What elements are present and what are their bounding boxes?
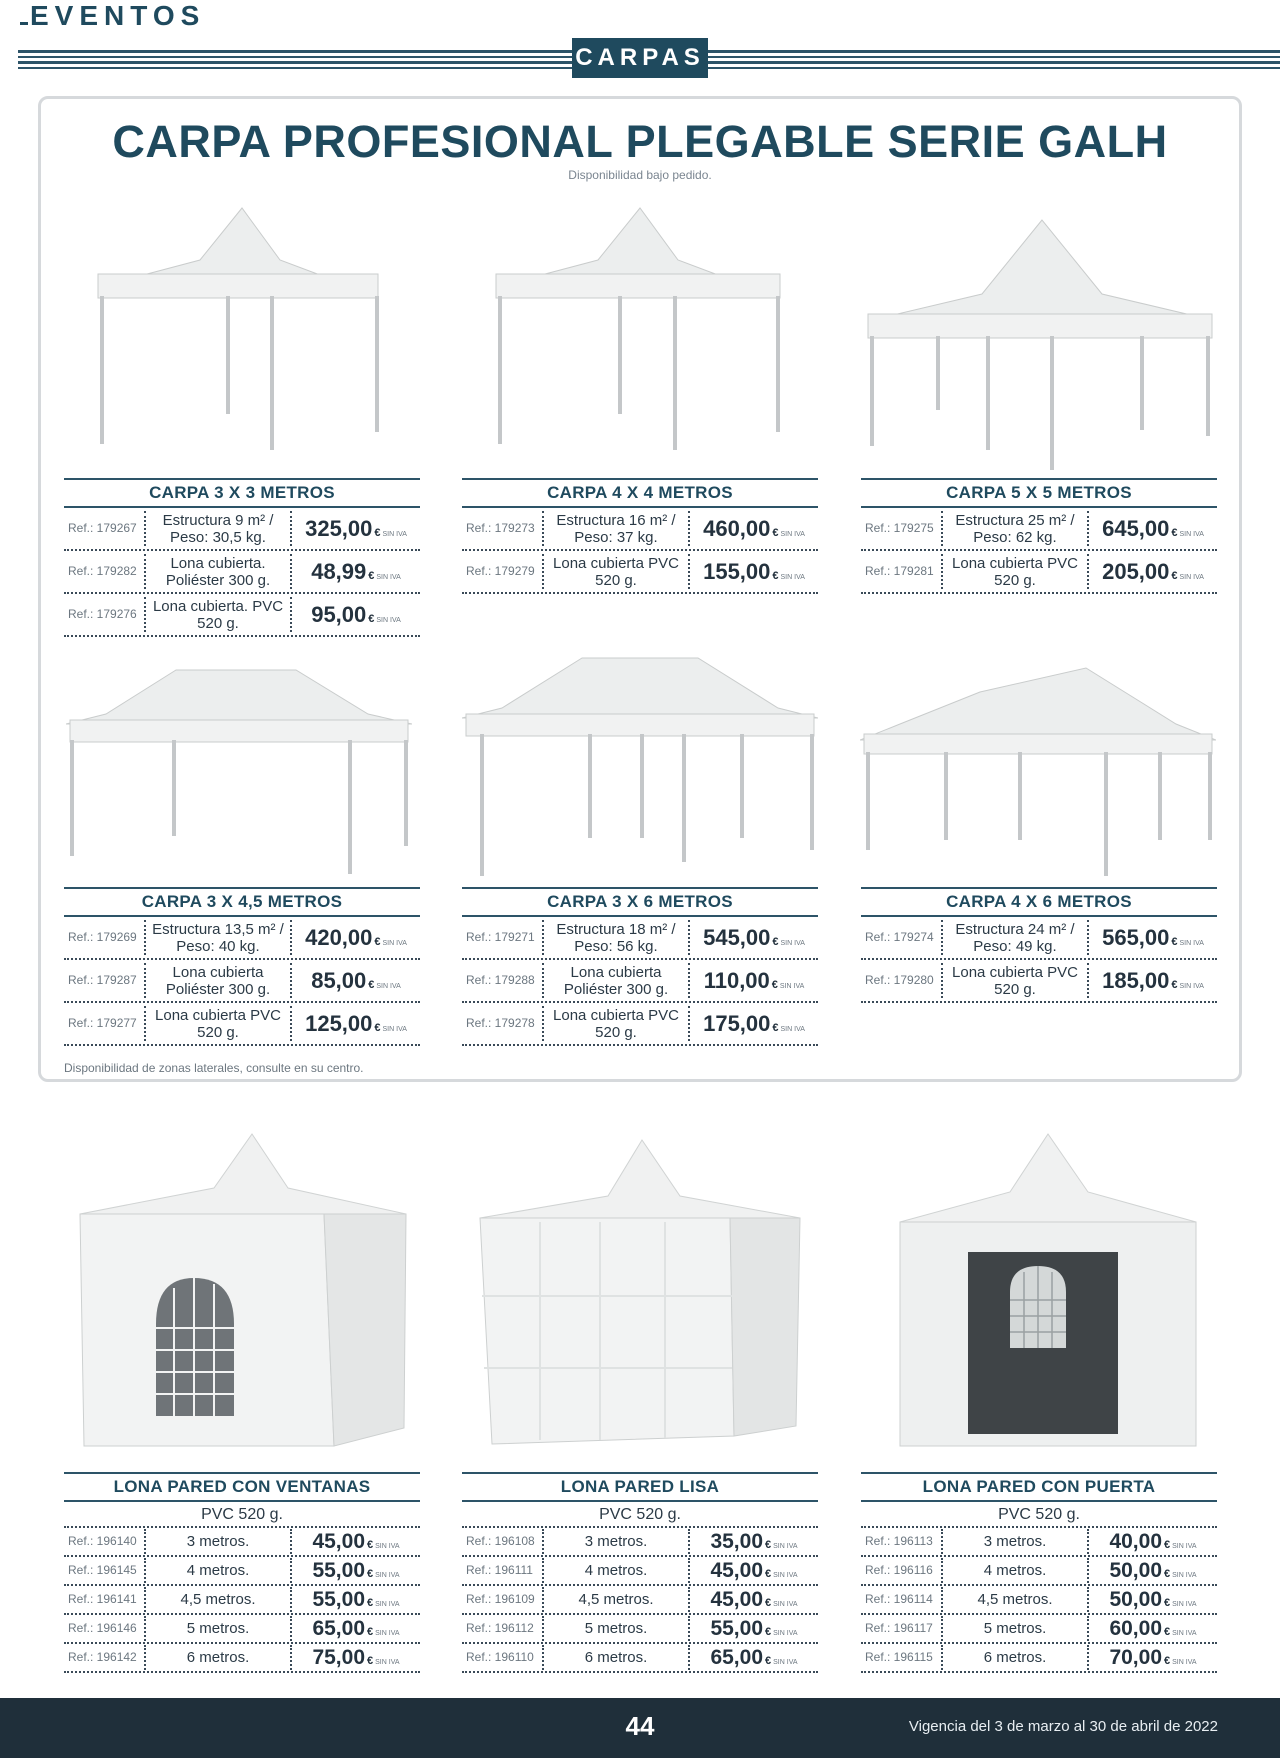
product-title: CARPA 3 X 3 METROS [64, 478, 420, 508]
carpa-3x3-block [64, 478, 420, 637]
table-row [861, 551, 1217, 594]
item-description: 3 metros. [146, 1529, 292, 1554]
lona-lisa-block [462, 1472, 818, 1673]
price: 50,00 € SIN IVA [1109, 1558, 1197, 1582]
table-row [462, 1557, 818, 1586]
price: 645,00 € SIN IVA [1102, 515, 1204, 541]
price: 110,00 € SIN IVA [703, 967, 805, 993]
ref-code: Ref.: 179282 [64, 554, 146, 589]
ref-code: Ref.: 196113 [861, 1529, 943, 1554]
item-description: Estructura 13,5 m² / Peso: 40 kg. [146, 920, 292, 955]
table-row [462, 960, 818, 1003]
price: 40,00 € SIN IVA [1109, 1529, 1197, 1553]
item-description: 4 metros. [146, 1558, 292, 1583]
table-row [861, 917, 1217, 960]
wall-with-door-image [898, 1132, 1208, 1450]
item-description: Estructura 9 m² / Peso: 30,5 kg. [146, 511, 292, 546]
table-row [64, 508, 420, 551]
item-description: Lona cubierta. Poliéster 300 g. [146, 554, 292, 589]
item-description: 3 metros. [544, 1529, 690, 1554]
carpa-3x6-block [462, 887, 818, 1046]
ref-code: Ref.: 196142 [64, 1645, 146, 1670]
ref-code: Ref.: 179278 [462, 1006, 544, 1041]
table-row [64, 551, 420, 594]
table-row [861, 960, 1217, 1003]
price: 205,00 € SIN IVA [1102, 558, 1204, 584]
price: 95,00 € SIN IVA [311, 601, 401, 627]
item-description: 4,5 metros. [943, 1587, 1089, 1612]
product-title: LONA PARED CON PUERTA [861, 1472, 1217, 1502]
tent-3x3-image [92, 200, 392, 450]
ref-code: Ref.: 196116 [861, 1558, 943, 1583]
price: 48,99 € SIN IVA [311, 558, 401, 584]
item-description: 4,5 metros. [146, 1587, 292, 1612]
price: 565,00 € SIN IVA [1102, 924, 1204, 950]
tent-4x4-image [490, 200, 790, 450]
table-row [64, 1003, 420, 1046]
tent-5x5-image [862, 214, 1216, 476]
table-row [861, 508, 1217, 551]
table-row [861, 1586, 1217, 1615]
item-description: Lona cubierta. PVC 520 g. [146, 597, 292, 632]
item-description: Lona cubierta PVC 520 g. [544, 554, 690, 589]
table-row [462, 1644, 818, 1673]
item-description: Lona cubierta PVC 520 g. [943, 963, 1089, 998]
lona-puerta-block [861, 1472, 1217, 1673]
price: 55,00 € SIN IVA [312, 1558, 400, 1582]
table-row [64, 594, 420, 637]
lona-ventanas-block [64, 1472, 420, 1673]
ref-code: Ref.: 196117 [861, 1616, 943, 1641]
item-description: 4 metros. [943, 1558, 1089, 1583]
price: 60,00 € SIN IVA [1109, 1616, 1197, 1640]
material-label: PVC 520 g. [861, 1502, 1217, 1528]
item-description: 6 metros. [544, 1645, 690, 1670]
table-row [462, 1615, 818, 1644]
carpa-4x4-block [462, 478, 818, 594]
item-description: Estructura 16 m² / Peso: 37 kg. [544, 511, 690, 546]
item-description: Lona cubierta PVC 520 g. [544, 1006, 690, 1041]
table-row [861, 1528, 1217, 1557]
table-row [64, 917, 420, 960]
ref-code: Ref.: 179280 [861, 963, 943, 998]
item-description: 3 metros. [943, 1529, 1089, 1554]
table-row [64, 1644, 420, 1673]
price: 70,00 € SIN IVA [1109, 1645, 1197, 1669]
ref-code: Ref.: 196111 [462, 1558, 544, 1583]
item-description: 4 metros. [544, 1558, 690, 1583]
price: 155,00 € SIN IVA [703, 558, 805, 584]
item-description: Lona cubierta PVC 520 g. [146, 1006, 292, 1041]
table-row [64, 1615, 420, 1644]
tent-3x6-image [462, 654, 818, 884]
price: 85,00 € SIN IVA [311, 967, 401, 993]
table-row [861, 1557, 1217, 1586]
carpa-4x6-block [861, 887, 1217, 1003]
item-description: 6 metros. [943, 1645, 1089, 1670]
item-description: Lona cubierta Poliéster 300 g. [146, 963, 292, 998]
ref-code: Ref.: 179287 [64, 963, 146, 998]
product-title: CARPA 5 X 5 METROS [861, 478, 1217, 508]
item-description: 6 metros. [146, 1645, 292, 1670]
price: 75,00 € SIN IVA [312, 1645, 400, 1669]
product-title: LONA PARED CON VENTANAS [64, 1472, 420, 1502]
table-row [861, 1615, 1217, 1644]
tent-3x4-5-image [66, 664, 412, 884]
table-row [462, 1528, 818, 1557]
ref-code: Ref.: 196141 [64, 1587, 146, 1612]
item-description: Lona cubierta Poliéster 300 g. [544, 963, 690, 998]
table-row [64, 960, 420, 1003]
item-description: Estructura 24 m² / Peso: 49 kg. [943, 920, 1089, 955]
carpa-3x4-5-block [64, 887, 420, 1046]
price: 325,00 € SIN IVA [305, 515, 407, 541]
product-title: CARPA 4 X 4 METROS [462, 478, 818, 508]
product-title: CARPA 3 X 4,5 METROS [64, 887, 420, 917]
ref-code: Ref.: 196108 [462, 1529, 544, 1554]
ref-code: Ref.: 196112 [462, 1616, 544, 1641]
price: 45,00 € SIN IVA [710, 1558, 798, 1582]
price: 65,00 € SIN IVA [312, 1616, 400, 1640]
section-title: EVENTOS [30, 0, 206, 31]
material-label: PVC 520 g. [462, 1502, 818, 1528]
price: 65,00 € SIN IVA [710, 1645, 798, 1669]
ref-code: Ref.: 196110 [462, 1645, 544, 1670]
carpa-5x5-block [861, 478, 1217, 594]
table-row [462, 551, 818, 594]
price: 185,00 € SIN IVA [1102, 967, 1204, 993]
ref-code: Ref.: 179271 [462, 920, 544, 955]
ref-code: Ref.: 196145 [64, 1558, 146, 1583]
table-row [861, 1644, 1217, 1673]
price: 175,00 € SIN IVA [703, 1010, 805, 1036]
plain-wall-image [470, 1136, 810, 1452]
tent-4x6-image [860, 664, 1216, 884]
ref-code: Ref.: 179269 [64, 920, 146, 955]
ref-code: Ref.: 179267 [64, 511, 146, 546]
ref-code: Ref.: 196114 [861, 1587, 943, 1612]
validity-dates: Vigencia del 3 de marzo al 30 de abril de 2022 [908, 1718, 1218, 1735]
item-description: 5 metros. [544, 1616, 690, 1641]
ref-code: Ref.: 179288 [462, 963, 544, 998]
price: 35,00 € SIN IVA [710, 1529, 798, 1553]
price: 50,00 € SIN IVA [1109, 1587, 1197, 1611]
ref-code: Ref.: 179276 [64, 597, 146, 632]
item-description: 5 metros. [943, 1616, 1089, 1641]
page-number: 44 [625, 1711, 655, 1741]
price: 45,00 € SIN IVA [312, 1529, 400, 1553]
price: 55,00 € SIN IVA [710, 1616, 798, 1640]
table-row [64, 1528, 420, 1557]
ref-code: Ref.: 179273 [462, 511, 544, 546]
table-row [64, 1586, 420, 1615]
ref-code: Ref.: 196146 [64, 1616, 146, 1641]
product-title: CARPA 4 X 6 METROS [861, 887, 1217, 917]
price: 55,00 € SIN IVA [312, 1587, 400, 1611]
table-row [462, 917, 818, 960]
ref-code: Ref.: 196109 [462, 1587, 544, 1612]
item-description: 4,5 metros. [544, 1587, 690, 1612]
table-row [462, 508, 818, 551]
ref-code: Ref.: 179279 [462, 554, 544, 589]
section-badge: CARPAS [572, 38, 708, 78]
ref-code: Ref.: 179277 [64, 1006, 146, 1041]
page-title: CARPA PROFESIONAL PLEGABLE SERIE GALH [112, 116, 1168, 167]
ref-code: Ref.: 196140 [64, 1529, 146, 1554]
ref-code: Ref.: 179281 [861, 554, 943, 589]
table-row [64, 1557, 420, 1586]
price: 45,00 € SIN IVA [710, 1587, 798, 1611]
footer-bar [0, 1698, 1280, 1758]
item-description: Lona cubierta PVC 520 g. [943, 554, 1089, 589]
price: 125,00 € SIN IVA [305, 1010, 407, 1036]
ref-code: Ref.: 196115 [861, 1645, 943, 1670]
material-label: PVC 520 g. [64, 1502, 420, 1528]
availability-note: Disponibilidad bajo pedido. [568, 168, 712, 182]
table-row [462, 1586, 818, 1615]
price: 420,00 € SIN IVA [305, 924, 407, 950]
product-title: CARPA 3 X 6 METROS [462, 887, 818, 917]
item-description: Estructura 25 m² / Peso: 62 kg. [943, 511, 1089, 546]
price: 545,00 € SIN IVA [703, 924, 805, 950]
item-description: Estructura 18 m² / Peso: 56 kg. [544, 920, 690, 955]
table-row [462, 1003, 818, 1046]
product-title: LONA PARED LISA [462, 1472, 818, 1502]
ref-code: Ref.: 179275 [861, 511, 943, 546]
side-walls-note: Disponibilidad de zonas laterales, consulte en su centro. [64, 1061, 364, 1075]
ref-code: Ref.: 179274 [861, 920, 943, 955]
item-description: 5 metros. [146, 1616, 292, 1641]
price: 460,00 € SIN IVA [703, 515, 805, 541]
wall-with-windows-image [74, 1128, 414, 1448]
